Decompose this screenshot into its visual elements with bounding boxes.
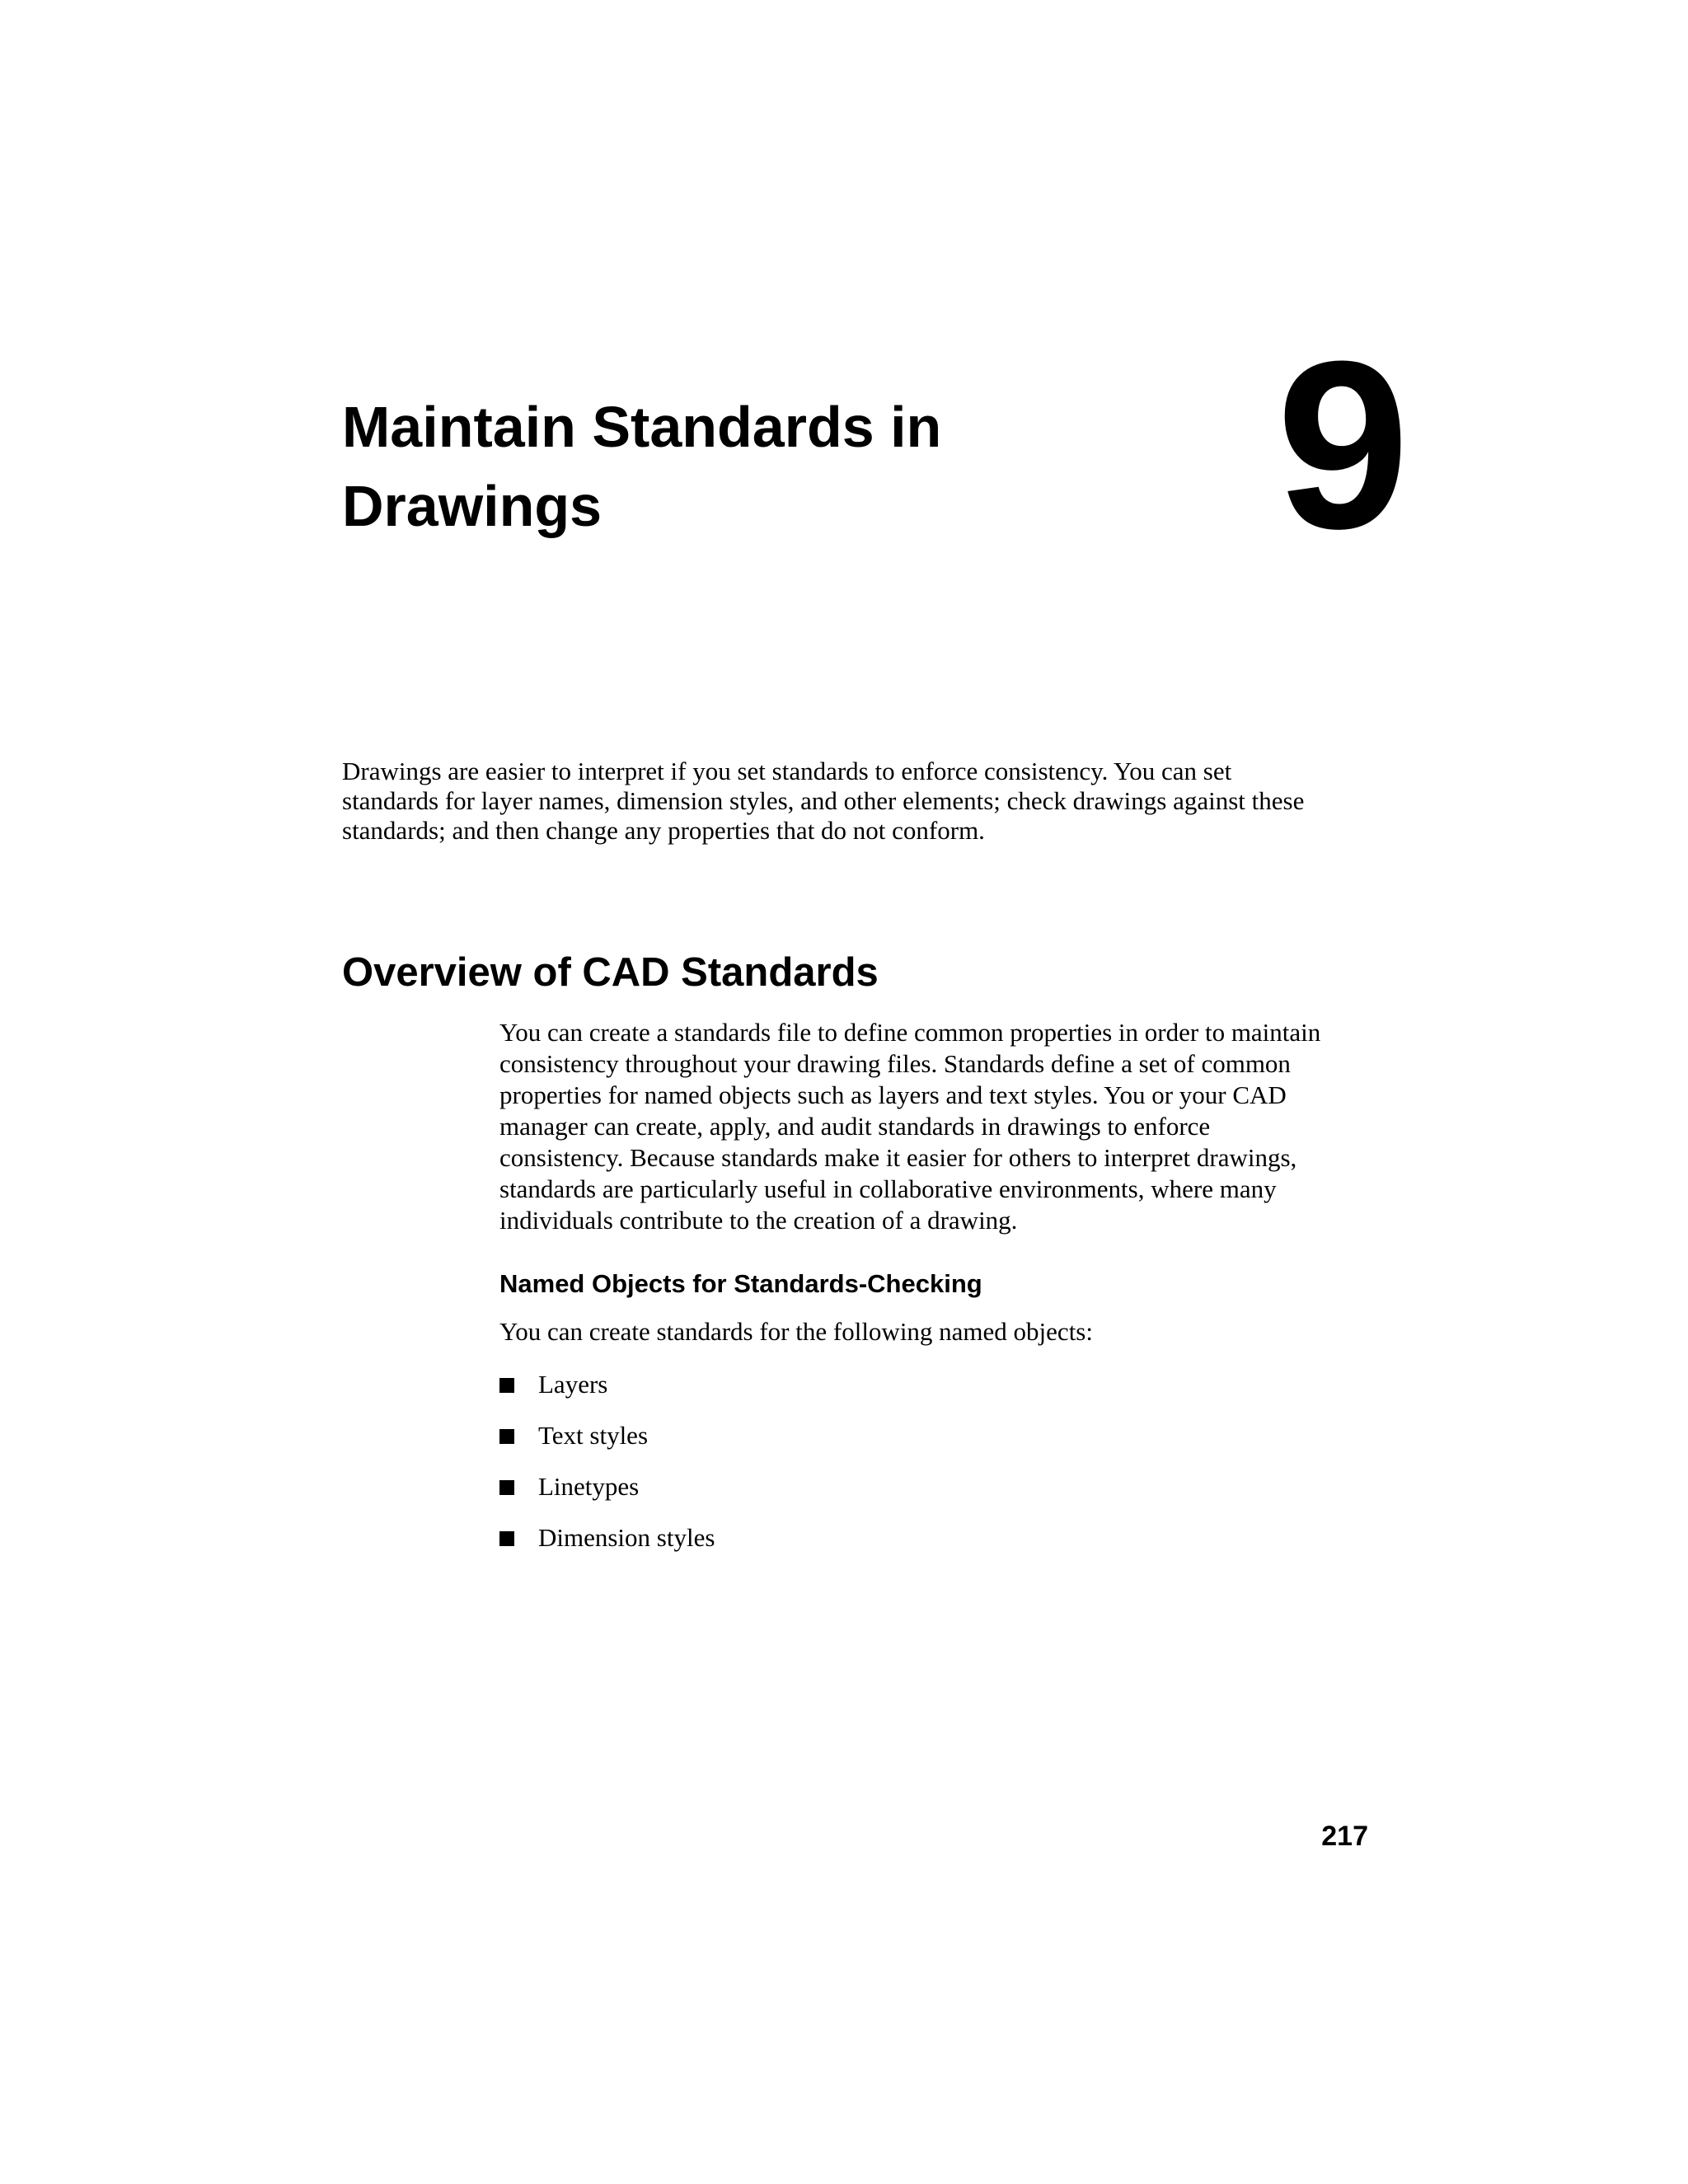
list-item	[499, 1419, 1406, 1470]
section-body-paragraph	[499, 1017, 1406, 1236]
body-line: manager can create, apply, and audit standards in drawings to enforce	[499, 1112, 1211, 1141]
list-item-text: Dimension styles	[538, 1523, 715, 1552]
square-bullet-icon	[499, 1480, 514, 1495]
list-item-text: Text styles	[538, 1421, 649, 1450]
chapter-title-line-2: Drawings	[342, 474, 603, 538]
body-line: consistency throughout your drawing files. Standards define a set of common	[499, 1049, 1291, 1078]
chapter-number: 9	[1276, 312, 1409, 579]
list-item	[499, 1521, 1406, 1572]
body-line: individuals contribute to the creation of a drawing.	[499, 1206, 1018, 1235]
list-item	[499, 1470, 1406, 1521]
square-bullet-icon	[499, 1429, 514, 1444]
list-intro: You can create standards for the following named objects:	[499, 1317, 1093, 1346]
sub-heading: Named Objects for Standards-Checking	[499, 1269, 982, 1298]
intro-line: standards; and then change any properties that do not conform.	[342, 816, 985, 845]
chapter-title	[342, 387, 1084, 546]
page-number: 217	[1321, 1821, 1368, 1852]
body-line: properties for named objects such as layers and text styles. You or your CAD	[499, 1080, 1287, 1109]
square-bullet-icon	[499, 1531, 514, 1546]
named-objects-list	[499, 1368, 1406, 1572]
section-heading: Overview of CAD Standards	[342, 950, 879, 995]
list-item-text: Layers	[538, 1370, 608, 1399]
square-bullet-icon	[499, 1378, 514, 1393]
body-line: consistency. Because standards make it easier for others to interpret drawings,	[499, 1143, 1297, 1172]
body-line: standards are particularly useful in collaborative environments, where many	[499, 1174, 1277, 1203]
intro-paragraph	[342, 757, 1405, 846]
list-item	[499, 1368, 1406, 1419]
list-item-text: Linetypes	[538, 1472, 640, 1501]
body-line: You can create a standards file to define common properties in order to maintain	[499, 1018, 1321, 1047]
chapter-title-line-1: Maintain Standards in	[342, 395, 942, 459]
intro-line: Drawings are easier to interpret if you set standards to enforce consistency. You can set	[342, 757, 1232, 785]
intro-line: standards for layer names, dimension styles, and other elements; check drawings against these	[342, 786, 1305, 815]
